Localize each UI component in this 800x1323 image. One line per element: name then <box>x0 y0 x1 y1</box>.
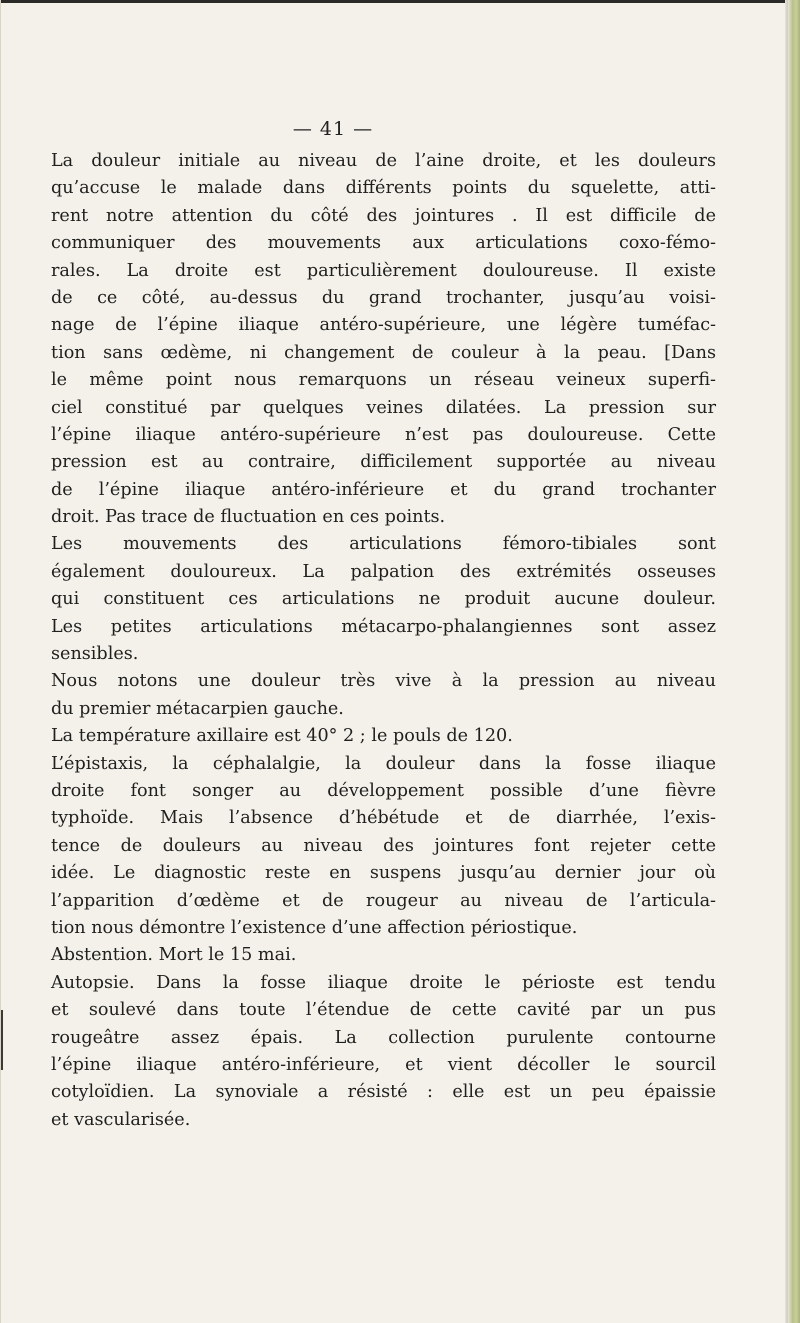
text-line: La douleur initiale au niveau de l’aine droite, et les douleurs <box>51 151 716 171</box>
text-line: de l’épine iliaque antéro-inférieure et du grand trochanter <box>51 479 716 500</box>
text-line: l’apparition d’œdème et de rougeur au niveau de l’articula- <box>51 890 716 911</box>
text-line: communiquer des mouvements aux articulations coxo-fémo- <box>51 233 716 254</box>
text-line: idée. Le diagnostic reste en suspens jusqu’au dernier jour où <box>51 863 716 884</box>
text-line: Les petites articulations métacarpo-phalangiennes sont assez <box>51 616 716 637</box>
text-line: tion sans œdème, ni changement de couleur à la peau. [Dans <box>51 342 716 363</box>
text-line: Autopsie. Dans la fosse iliaque droite le périoste est tendu <box>51 972 716 993</box>
text-line: Abstention. Mort le 15 mai. <box>51 945 297 966</box>
text-line: rent notre attention du côté des jointures . Il est difficile de <box>51 205 716 226</box>
text-line: typhoïde. Mais l’absence d’hébétude et de diarrhée, l’exis- <box>51 808 716 829</box>
text-line: cotyloïdien. La synoviale a résisté : elle est un peu épaissie <box>51 1082 716 1103</box>
text-line: et soulevé dans toute l’étendue de cette cavité par un pus <box>51 1000 716 1021</box>
text-line: qui constituent ces articulations ne produit aucune douleur. <box>51 589 716 610</box>
body-text <box>51 148 716 1134</box>
text-line: tion nous démontre l’existence d’une affection périostique. <box>51 917 578 938</box>
text-line: pression est au contraire, difficilement supportée au niveau <box>51 452 716 473</box>
text-line: sensibles. <box>51 644 139 665</box>
text-line: L’épistaxis, la céphalalgie, la douleur dans la fosse iliaque <box>51 753 716 774</box>
text-line: l’épine iliaque antéro-supérieure n’est pas douloureuse. Cette <box>51 424 716 445</box>
text-line: Nous notons une douleur très vive à la pression au niveau <box>51 671 716 692</box>
text-line: de ce côté, au-dessus du grand trochanter, jusqu’au voisi- <box>51 287 716 308</box>
text-line: rales. La droite est particulièrement douloureuse. Il existe <box>51 260 716 281</box>
text-line: droit. Pas trace de fluctuation en ces points. <box>51 507 446 528</box>
text-line: droite font songer au développement possible d’une fièvre <box>51 780 716 801</box>
text-line: et vascularisée. <box>51 1109 191 1130</box>
text-line: nage de l’épine iliaque antéro-supérieure, une légère tuméfac- <box>51 315 716 336</box>
text-line: ciel constitué par quelques veines dilatées. La pression sur <box>51 397 716 418</box>
text-line: tence de douleurs au niveau des jointures font rejeter cette <box>51 835 716 856</box>
top-border-line <box>1 0 791 3</box>
binding-edge <box>788 0 800 1323</box>
text-line: Les mouvements des articulations fémoro-tibiales sont <box>51 534 716 555</box>
text-line: qu’accuse le malade dans différents points du squelette, atti- <box>51 178 716 199</box>
text-line: La température axillaire est 40° 2 ; le pouls de 120. <box>51 726 513 747</box>
text-line: l’épine iliaque antéro-inférieure, et vient décoller le sourcil <box>51 1054 716 1075</box>
text-line: le même point nous remarquons un réseau veineux superfi- <box>51 370 716 391</box>
margin-mark <box>1 1010 3 1070</box>
text-line: du premier métacarpien gauche. <box>51 698 344 719</box>
page-number: — 41 — <box>292 118 374 140</box>
text-line: également douloureux. La palpation des extrémités osseuses <box>51 561 716 582</box>
text-line: rougeâtre assez épais. La collection purulente contourne <box>51 1027 716 1048</box>
